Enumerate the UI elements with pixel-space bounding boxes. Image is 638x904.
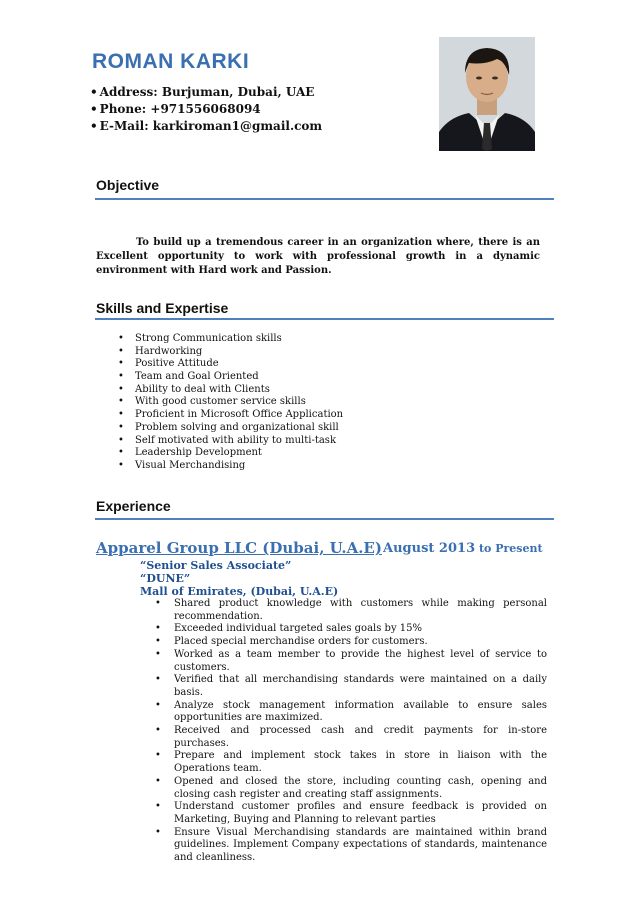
list-item: • Placed special merchandise orders for customers. xyxy=(155,636,547,649)
list-item: • Visual Merchandising xyxy=(118,460,343,473)
person-silhouette-icon xyxy=(439,37,535,151)
list-item: • Problem solving and organizational skill xyxy=(118,422,343,435)
list-item: • Ability to deal with Clients xyxy=(118,384,343,397)
skills-divider xyxy=(95,318,554,320)
list-item: • Opened and closed the store, including counting cash, opening and closing cash register and creating staff assignments. xyxy=(155,776,547,801)
company-name: Apparel Group LLC (Dubai, U.A.E) xyxy=(96,539,382,557)
contact-email: • E-Mail: karkiroman1@gmail.com xyxy=(90,118,322,135)
skills-list xyxy=(118,333,343,473)
profile-photo xyxy=(439,37,535,151)
experience-title: Experience xyxy=(96,498,171,514)
skills-title: Skills and Expertise xyxy=(96,300,229,316)
list-item: • Analyze stock management information available to ensure sales opportunities are maximized. xyxy=(155,700,547,725)
list-item: • Self motivated with ability to multi-task xyxy=(118,435,343,448)
candidate-name: ROMAN KARKI xyxy=(92,50,250,73)
brand-name: “DUNE” xyxy=(140,572,191,585)
contact-phone: • Phone: +971556068094 xyxy=(90,101,322,118)
period-start: August 2013 xyxy=(383,541,476,556)
period-end: to Present xyxy=(475,542,543,555)
employment-period xyxy=(383,541,543,556)
list-item: • Hardworking xyxy=(118,346,343,359)
job-role: “Senior Sales Associate” xyxy=(140,559,292,572)
list-item: • Ensure Visual Merchandising standards are maintained within brand guidelines. Implement Company expectations of standards, maintenance and cleanliness. xyxy=(155,827,547,865)
list-item: • Prepare and implement stock takes in store in liaison with the Operations team. xyxy=(155,750,547,775)
objective-text: To build up a tremendous career in an organization where, there is an Excellent opportunity to work with professional growth in a dynamic environment with Hard work and Passion. xyxy=(96,237,540,276)
list-item: • Received and processed cash and credit payments for in-store purchases. xyxy=(155,725,547,750)
duties-list xyxy=(155,598,547,865)
list-item: • Leadership Development xyxy=(118,447,343,460)
list-item: • Understand customer profiles and ensure feedback is provided on Marketing, Buying and Planning to relevant parties xyxy=(155,801,547,826)
list-item: • Positive Attitude xyxy=(118,358,343,371)
list-item: • With good customer service skills xyxy=(118,396,343,409)
list-item: • Exceeded individual targeted sales goals by 15% xyxy=(155,623,547,636)
experience-divider xyxy=(95,518,554,520)
list-item: • Team and Goal Oriented xyxy=(118,371,343,384)
contact-address: • Address: Burjuman, Dubai, UAE xyxy=(90,84,322,101)
list-item: • Worked as a team member to provide the highest level of service to customers. xyxy=(155,649,547,674)
list-item: • Verified that all merchandising standards were maintained on a daily basis. xyxy=(155,674,547,699)
contact-list xyxy=(90,84,322,135)
objective-divider xyxy=(95,198,554,200)
list-item: • Strong Communication skills xyxy=(118,333,343,346)
list-item: • Proficient in Microsoft Office Application xyxy=(118,409,343,422)
work-location: Mall of Emirates, (Dubai, U.A.E) xyxy=(140,585,339,598)
objective-title: Objective xyxy=(96,177,160,193)
list-item: • Shared product knowledge with customers while making personal recommendation. xyxy=(155,598,547,623)
